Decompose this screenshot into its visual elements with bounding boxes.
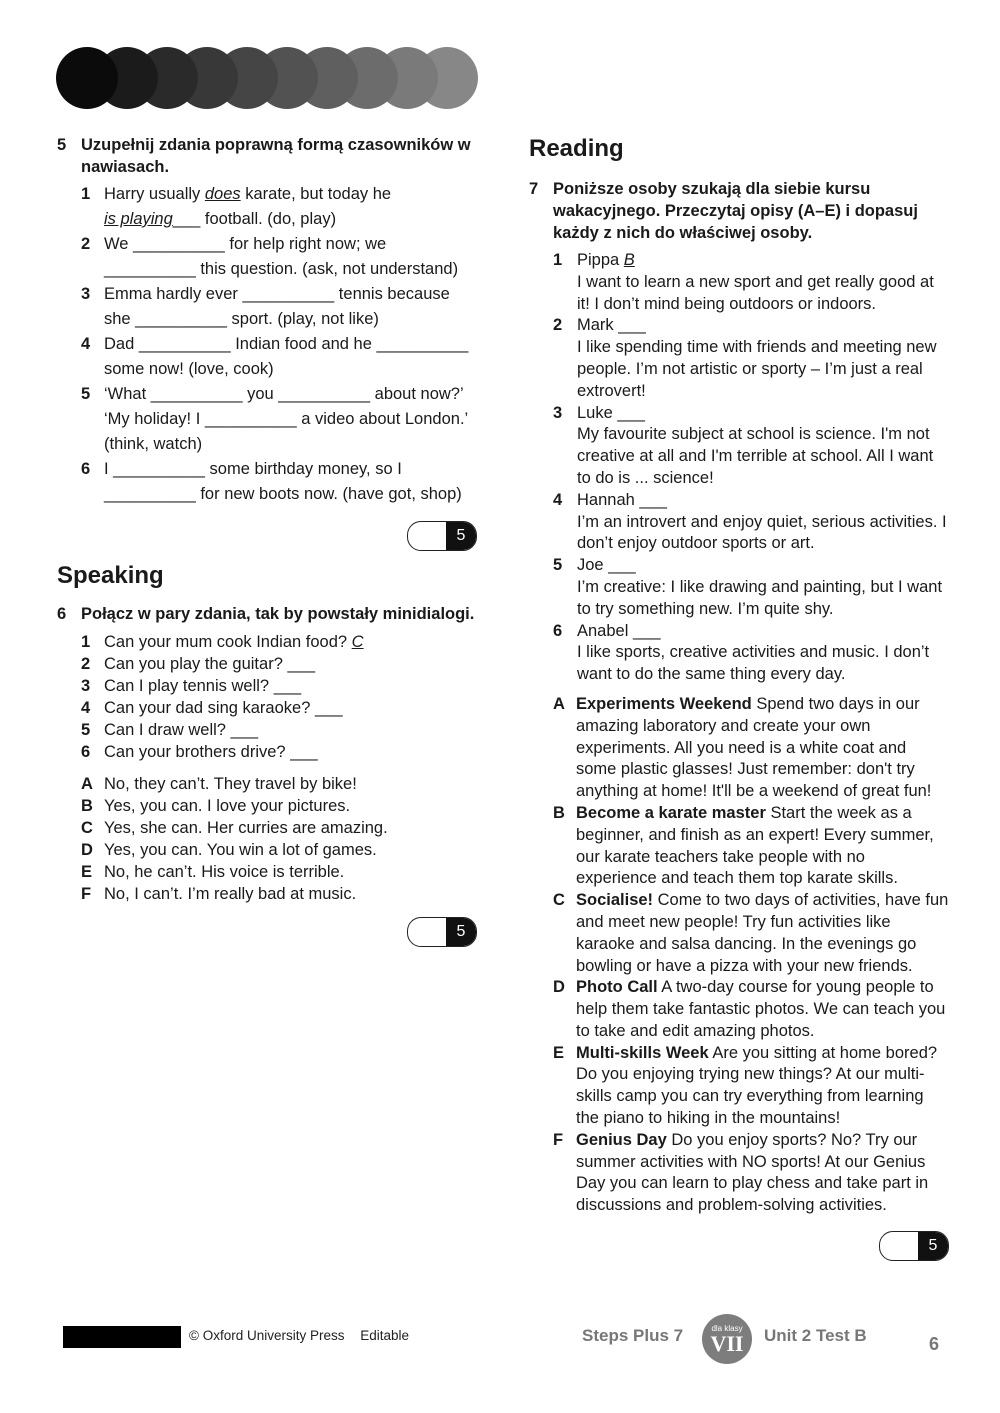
badge-small-text: dla klasy (711, 1323, 743, 1333)
answer-blank[interactable]: ___ (273, 677, 302, 695)
person-description: I like spending time with friends and meeting new people. I’m not artistic or sporty – I’m just a real extrovert! (577, 338, 937, 400)
option-letter: F (81, 885, 92, 903)
person-description: My favourite subject at school is science. I'm not creative at all and I'm terrible at school. All I want to do is ... science! (577, 425, 934, 487)
copyright-text: © Oxford University Press (189, 1328, 345, 1343)
course-description: Start the week as a beginner, and finish as an expert! Every summer, our karate teachers take people with no experience and teach them top karate skills. (576, 803, 934, 888)
course-option (553, 1130, 949, 1217)
option-letter: E (81, 863, 93, 881)
task7-heading (529, 178, 949, 244)
answer-blank[interactable]: ___ (287, 655, 315, 673)
person-item (553, 621, 949, 686)
item-number: 4 (81, 335, 91, 353)
text-part: karate, but today he (240, 185, 392, 203)
answer-option (81, 861, 477, 883)
item-number: 6 (81, 460, 91, 478)
option-text (576, 977, 949, 1042)
question-text: Can your brothers drive? (104, 743, 286, 761)
course-description: Come to two days of activities, have fun and meet new people! Try fun activities like karaoke and salsa dancing. In the evenings go bowling or have a pizza with your new friends. (576, 891, 949, 975)
person-name: Mark (577, 316, 614, 335)
option-letter: E (553, 1043, 565, 1062)
question-text: Can your dad sing karaoke? (104, 699, 311, 717)
person-description: I’m an introvert and enjoy quiet, serious activities. I don’t enjoy outdoor sports or art. (577, 512, 947, 553)
option-letter: D (81, 841, 93, 859)
task6-heading (57, 603, 477, 625)
option-text: Yes, you can. You win a lot of games. (104, 841, 377, 859)
option-letter: B (81, 797, 93, 815)
task5-item (81, 182, 477, 232)
reading-people (553, 250, 949, 686)
item-text (104, 675, 477, 697)
option-text (576, 1043, 949, 1130)
task7-score (529, 1231, 949, 1261)
course-option (553, 1043, 949, 1130)
option-letter: C (81, 819, 93, 837)
example-answer: is playing (104, 210, 173, 228)
speaking-answers (81, 773, 477, 905)
option-text (576, 890, 949, 977)
option-letter: A (553, 694, 565, 713)
item-number: 6 (81, 743, 91, 761)
badge-numeral: VII (710, 1330, 744, 1356)
task5-score (57, 521, 477, 551)
score-box[interactable] (407, 521, 477, 551)
person-name: Joe (577, 556, 604, 575)
score-box[interactable] (879, 1231, 949, 1261)
question-item (81, 675, 477, 697)
course-title: Socialise! (576, 891, 654, 910)
option-letter: D (553, 978, 565, 997)
header-circles (56, 47, 476, 111)
course-description: Spend two days in our amazing laboratory and create your own experiments. All you need is a white coat and some plastic glasses! Just remember: don't try anything at home! It'll be a weekend of great fun! (576, 694, 932, 801)
example-answer: does (204, 185, 241, 203)
footer-copyright (189, 1328, 421, 1343)
score-value: 5 (446, 522, 476, 550)
item-number: 1 (81, 633, 91, 651)
option-text: No, they can’t. They travel by bike! (104, 775, 357, 793)
person-item (553, 490, 949, 555)
task-instruction: Uzupełnij zdania poprawną formą czasowników w nawiasach. (81, 136, 471, 176)
question-item (81, 697, 477, 719)
person-item (553, 403, 949, 490)
item-text (577, 403, 949, 490)
person-name: Pippa (577, 251, 620, 269)
item-text: Emma hardly ever __________ tennis because she __________ sport. (play, not like) (104, 285, 450, 328)
question-text: Can you play the guitar? (104, 655, 283, 673)
task5-heading (57, 134, 477, 178)
question-text: Can I draw well? (104, 721, 226, 739)
person-item (553, 250, 949, 315)
footer-black-bar (63, 1326, 181, 1348)
item-number: 2 (553, 316, 563, 335)
item-number: 6 (553, 621, 563, 640)
course-title: Photo Call (576, 978, 658, 997)
course-description: Do you enjoy sports? No? Try our summer activities with NO sports! At our Genius Day you can learn to play chess and take part in discussions and problem-solving activities. (576, 1130, 929, 1215)
answer-option (81, 817, 477, 839)
task5-item (81, 332, 477, 382)
text-part: Harry usually (104, 185, 205, 203)
text-part: ___ football. (do, play) (172, 210, 337, 228)
task-instruction: Połącz w pary zdania, tak by powstały minidialogi. (81, 605, 475, 623)
item-text (577, 490, 949, 555)
score-box[interactable] (407, 917, 477, 947)
answer-blank[interactable]: ___ (617, 403, 645, 422)
answer-option (81, 883, 477, 905)
option-text (576, 1130, 949, 1217)
item-text (104, 697, 477, 719)
answer-blank[interactable]: ___ (290, 743, 318, 761)
item-number: 5 (81, 721, 91, 739)
item-text (577, 315, 949, 402)
person-name: Anabel (577, 621, 629, 640)
task-number: 5 (57, 136, 67, 154)
answer-blank[interactable]: ___ (618, 316, 646, 335)
right-column (529, 134, 949, 1261)
item-number: 3 (81, 677, 91, 695)
question-text: Can your mum cook Indian food? (104, 633, 348, 651)
course-title: Experiments Weekend (576, 694, 752, 713)
question-text: Can I play tennis well? (104, 677, 270, 695)
question-item (81, 719, 477, 741)
task-instruction: Poniższe osoby szukają dla siebie kursu wakacyjnego. Przeczytaj opisy (A–E) i dopasuj każdy z nich do właściwej osoby. (553, 180, 918, 242)
page-number: 6 (929, 1334, 940, 1354)
left-column (57, 134, 477, 947)
course-option (553, 694, 949, 803)
task6-score (57, 917, 477, 947)
option-text (576, 694, 949, 803)
option-letter: A (81, 775, 93, 793)
grade-badge (702, 1314, 752, 1364)
answer-option (81, 795, 477, 817)
course-title: Become a karate master (576, 803, 766, 822)
brand-title: Steps Plus 7 (582, 1326, 684, 1345)
item-number: 5 (553, 556, 563, 575)
item-text (104, 182, 477, 232)
example-answer: B (623, 251, 635, 269)
item-number: 4 (553, 490, 563, 509)
item-text: I __________ some birthday money, so I __________ for new boots now. (have got, shop) (104, 460, 462, 503)
speaking-title: Speaking (57, 562, 164, 589)
item-number: 3 (553, 403, 563, 422)
option-text: No, I can’t. I’m really bad at music. (104, 885, 357, 903)
item-text (104, 741, 477, 763)
course-description: A two-day course for young people to help them take fantastic photos. We can teach you to take and edit amazing photos. (576, 978, 946, 1040)
item-number: 2 (81, 235, 91, 253)
person-item (553, 555, 949, 620)
reading-courses (553, 694, 949, 1217)
person-name: Hannah (577, 490, 635, 509)
item-number: 1 (553, 251, 563, 269)
item-text (577, 621, 949, 686)
course-option (553, 803, 949, 890)
answer-blank[interactable]: ___ (639, 490, 667, 509)
item-number: 5 (81, 385, 91, 403)
item-text (104, 719, 477, 741)
task5-item (81, 232, 477, 282)
editable-text: Editable (360, 1328, 410, 1343)
item-number: 4 (81, 699, 91, 717)
answer-blank[interactable]: ___ (230, 721, 259, 739)
task5-item (81, 457, 477, 507)
person-description: I’m creative: I like drawing and painting, but I want to try something new. I’m quite shy. (577, 577, 943, 618)
task5-item (81, 282, 477, 332)
unit-label: Unit 2 Test B (764, 1326, 867, 1345)
course-option (553, 890, 949, 977)
question-item (81, 653, 477, 675)
course-description: Are you sitting at home bored? Do you enjoying trying new things? At our multi-skills camp you can try everything from learning the piano to hiking in the mountains! (576, 1043, 938, 1128)
task5-item (81, 382, 477, 457)
course-option (553, 977, 949, 1042)
item-text: ‘What __________ you __________ about now?’ ‘My holiday! I __________ a video about London.’ (think, watch) (104, 385, 468, 453)
answer-blank[interactable]: ___ (314, 699, 343, 717)
option-letter: C (553, 891, 565, 910)
option-letter: B (553, 803, 565, 822)
question-item (81, 631, 477, 653)
item-number: 2 (81, 655, 91, 673)
question-item (81, 741, 477, 763)
option-letter: F (553, 1130, 564, 1149)
option-text (576, 803, 949, 890)
person-name: Luke (577, 403, 613, 422)
course-title: Multi-skills Week (576, 1043, 709, 1062)
score-value: 5 (446, 918, 476, 946)
task-number: 7 (529, 180, 539, 198)
person-description: I like sports, creative activities and music. I don’t want to do the same thing every day. (577, 643, 930, 684)
item-text (104, 653, 477, 675)
item-text (104, 631, 477, 653)
circle (56, 47, 118, 109)
score-value: 5 (918, 1232, 948, 1260)
task-number: 6 (57, 605, 67, 623)
course-title: Genius Day (576, 1130, 667, 1149)
item-text: We __________ for help right now; we __________ this question. (ask, not understand) (104, 235, 459, 278)
item-number: 3 (81, 285, 91, 303)
item-number: 1 (81, 185, 91, 203)
answer-blank[interactable]: ___ (608, 556, 636, 575)
speaking-questions (81, 631, 477, 763)
option-text: No, he can’t. His voice is terrible. (104, 863, 345, 881)
answer-blank[interactable]: ___ (632, 621, 661, 640)
person-description: I want to learn a new sport and get really good at it! I don’t mind being outdoors or indoors. (577, 272, 934, 313)
item-text (577, 555, 949, 620)
task5-items (81, 182, 477, 507)
reading-title: Reading (529, 135, 624, 162)
item-text: Dad __________ Indian food and he __________ some now! (love, cook) (104, 335, 469, 378)
answer-option (81, 773, 477, 795)
option-text: Yes, she can. Her curries are amazing. (104, 819, 388, 837)
example-answer: C (351, 633, 364, 651)
person-item (553, 315, 949, 402)
answer-option (81, 839, 477, 861)
item-text (577, 250, 949, 315)
option-text: Yes, you can. I love your pictures. (104, 797, 351, 815)
